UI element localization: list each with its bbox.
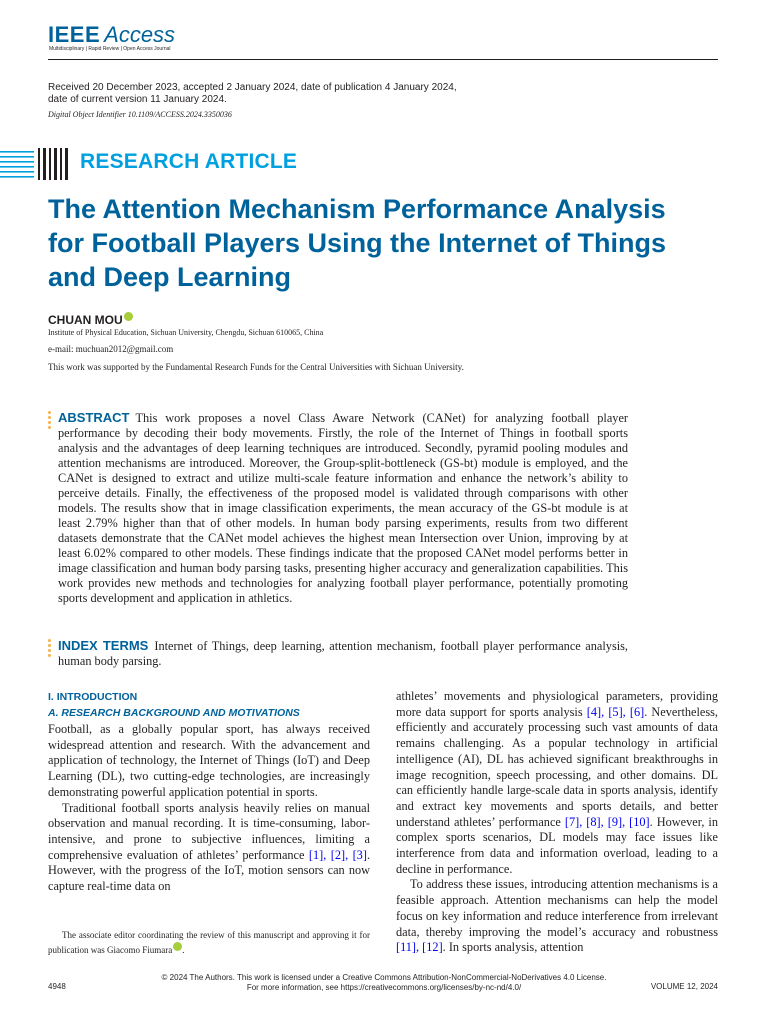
- citation-link[interactable]: [7], [8], [9], [10]: [564, 814, 650, 829]
- editor-footnote: The associate editor coordinating the review of this manuscript and approving it for publication was Giacomo Fiumara .: [48, 930, 370, 955]
- author-affiliation: Institute of Physical Education, Sichuan University, Chengdu, Sichuan 610065, China: [48, 328, 324, 337]
- doi-line: Digital Object Identifier 10.1109/ACCESS.2024.3350036: [48, 110, 232, 119]
- paragraph-text: To address these issues, introducing attention mechanisms is a feasible approach. Attention mechanisms can help the model focus on key information and reduce interference from irrelevant data, thereby improving the model’s accuracy and robustness: [396, 877, 718, 939]
- abstract: [58, 410, 628, 606]
- article-type-label: RESEARCH ARTICLE: [80, 150, 298, 173]
- received-dates: Received 20 December 2023, accepted 2 January 2024, date of publication 4 January 2024, date of current version 11 January 2024.: [48, 82, 457, 105]
- orcid-icon[interactable]: [173, 942, 182, 951]
- paragraph: Football, as a globally popular sport, has always received widespread attention and research. With the advancement and application of technology, the Internet of Things (IoT) and Deep Learning (DL), two cutting-edge technologies, are increasingly demonstrating powerful application potential in sports.: [48, 722, 370, 799]
- orcid-icon[interactable]: [124, 312, 133, 321]
- footnote-text: The associate editor coordinating the review of this manuscript and approving it for publication was Giacomo Fiumara: [48, 930, 370, 955]
- paragraph-text: Traditional football sports analysis heavily relies on manual observation and manual recording. It is time-consuming, labor-intensive, and prone to subjective influences, limiting a comprehensive evaluation of athletes’ performance: [48, 800, 370, 862]
- right-column: [396, 689, 718, 956]
- paragraph-text: . However, with the progress of the IoT, motion sensors can now capture real-time data on: [48, 847, 371, 894]
- paper-title: The Attention Mechanism Performance Analysis for Football Players Using the Internet of Things and Deep Learning: [48, 194, 667, 292]
- index-terms: [58, 638, 628, 669]
- paragraph: [396, 689, 718, 877]
- paragraph-text: athletes’ movements and physiological parameters, providing more data support for sports analysis: [396, 689, 718, 719]
- article-type-stripes-icon: [0, 148, 70, 180]
- index-terms-label: INDEX TERMS: [58, 638, 149, 653]
- author-name-text: CHUAN MOU: [48, 313, 123, 327]
- left-column: [48, 689, 370, 895]
- citation-link[interactable]: [1], [2], [3]: [308, 847, 367, 862]
- paragraph-text: . In sports analysis, attention: [442, 940, 584, 955]
- journal-tagline: Multidisciplinary | Rapid Review | Open Access Journal: [49, 46, 171, 52]
- author-name: [48, 313, 133, 327]
- citation-link[interactable]: [11], [12]: [396, 940, 443, 955]
- license-url[interactable]: For more information, see https://creativecommons.org/licenses/by-nc-nd/4.0/: [246, 983, 522, 992]
- volume-label: VOLUME 12, 2024: [650, 982, 718, 991]
- logo-access: Access: [104, 22, 176, 47]
- subsection-heading: A. RESEARCH BACKGROUND AND MOTIVATIONS: [48, 707, 300, 719]
- header-rule: [48, 59, 718, 60]
- index-terms-text: Internet of Things, deep learning, attention mechanism, football player performance analysis, human body parsing.: [58, 639, 629, 668]
- page-number: 4948: [48, 982, 66, 991]
- index-terms-dots-icon: [48, 639, 52, 659]
- paragraph-text: . Nevertheless, efficiently and accurately processing such vast amounts of data remains challenging. As a popular technology in artificial intelligence (AI), DL has achieved significant breakthroughs in image recognition, speech processing, and other domains. DL can efficiently handle large-scale data in sports analysis, identify and extract key movements and sports details, and better understand athletes’ performance: [396, 704, 719, 829]
- logo-ieee: IEEE: [48, 22, 101, 47]
- citation-link[interactable]: [4], [5], [6]: [586, 704, 645, 719]
- funding-statement: This work was supported by the Fundamental Research Funds for the Central Universities with Sichuan University.: [48, 362, 464, 372]
- abstract-dots-icon: [48, 411, 52, 431]
- abstract-text: This work proposes a novel Class Aware Network (CANet) for analyzing football player performance by decoding their body movements. Firstly, the role of the Internet of Things in football sports analysis and the advantages of deep learning techniques are introduced. Secondly, pyramid pooling modules and attention mechanisms are introduced. Moreover, the Group-split-bottleneck (GS-bt) module is employed, and the CANet is designed to extract and utilize multi-scale feature information and enhance the network’s ability to perceive details. Finally, the effectiveness of the proposed model is validated through comparisons with other models. The results show that in image classification experiments, the mean accuracy of the GS-bt module is at least 2.79% higher than that of other models. In human body parsing experiments, results from two different datasets demonstrate that the CANet model achieves the highest mean Intersection over Union, improving by at least 6.02% compared to other models. These findings indicate that the proposed CANet model performs better in image classification and human body parsing tasks, presenting higher accuracy and generalization capabilities. This work provides new methods and technologies for analyzing football player performance, potentially promoting sports development and application in athletics.: [58, 411, 628, 605]
- paragraph: [396, 877, 718, 956]
- paragraph-text: . However, in complex sports scenarios, DL models may face issues like interference from data and information overload, leading to a decline in performance.: [396, 814, 718, 876]
- author-email: e-mail: muchuan2012@gmail.com: [48, 344, 174, 354]
- section-heading: I. INTRODUCTION: [48, 691, 138, 703]
- license-text: © 2024 The Authors. This work is licensed under a Creative Commons Attribution-NonCommercial-NoDerivatives 4.0 License.: [161, 973, 607, 982]
- paragraph: [48, 801, 370, 895]
- journal-logo: [48, 22, 175, 48]
- abstract-label: ABSTRACT: [58, 410, 130, 425]
